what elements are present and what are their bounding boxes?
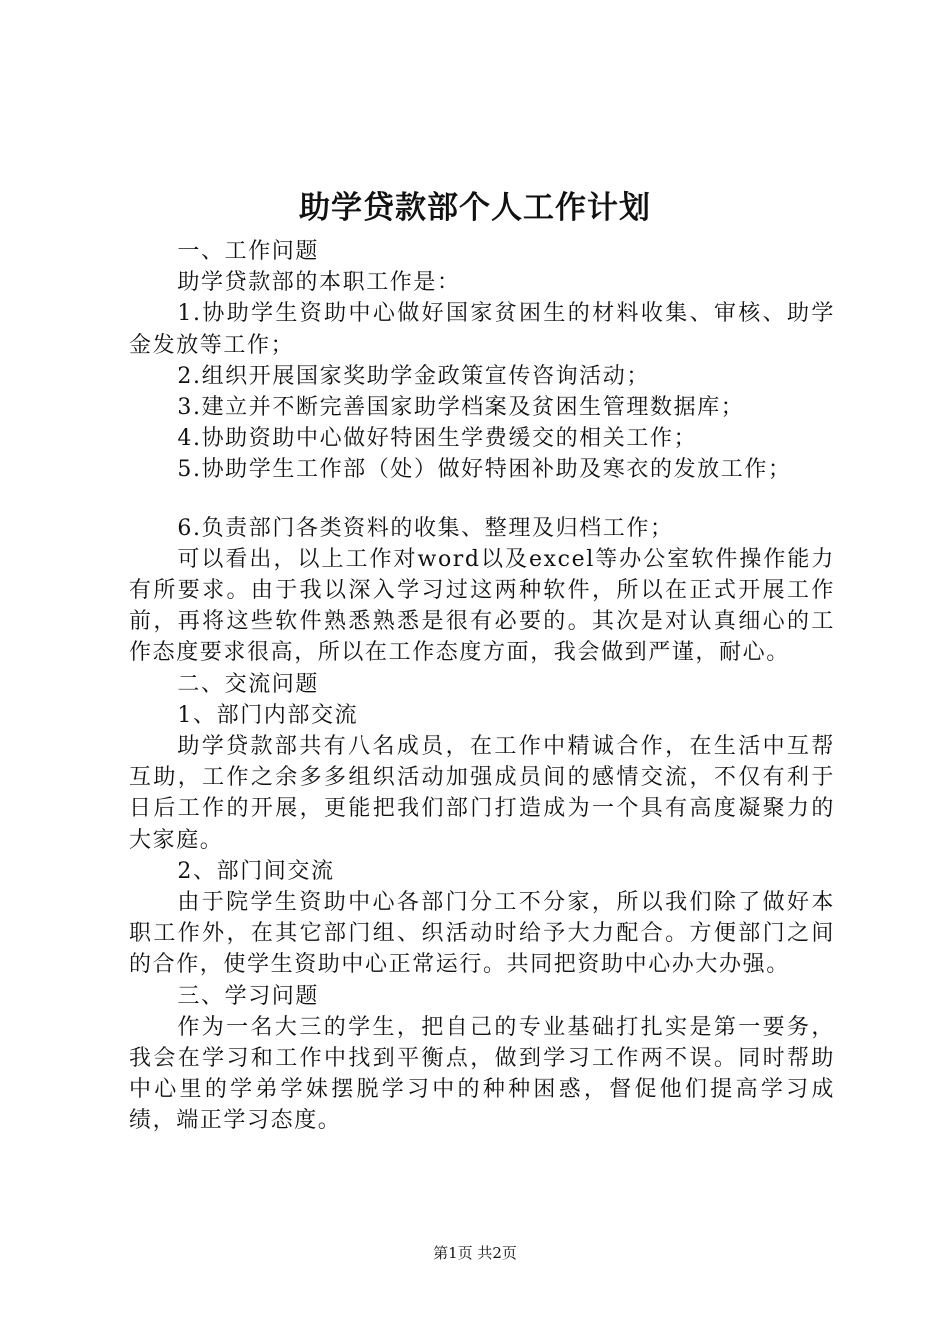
paragraph-duties-intro: 助学贷款部的本职工作是： [177,270,461,296]
subheading-internal-communication: 1、部门内部交流 [177,702,359,728]
list-item-duty-3: 3.建立并不断完善国家助学档案及贫困生管理数据库； [177,395,745,421]
subheading-inter-department-communication: 2、部门间交流 [177,858,335,884]
document-body [129,236,835,1137]
list-item-duty-2: 2.组织开展国家奖助学金政策宣传咨询活动； [177,363,650,389]
paragraph-study: 作为一名大三的学生，把自己的专业基础打扎实是第一要务，我会在学习和工作中找到平衡点，做到学习工作两不误。同时帮助中心里的学弟学妹摆脱学习中的种种困惑，督促他们提高学习成绩，端正学习态度。 [129,1014,835,1134]
list-item-duty-1: 1.协助学生资助中心做好国家贫困生的材料收集、审核、助学金发放等工作； [129,301,835,358]
paragraph-inter-department-communication: 由于院学生资助中心各部门分工不分家，所以我们除了做好本职工作外，在其它部门组、织活动时给予大力配合。方便部门之间的合作，使学生资助中心正常运行。共同把资助中心办大办强。 [129,890,835,978]
paragraph-internal-communication: 助学贷款部共有八名成员，在工作中精诚合作，在生活中互帮互助，工作之余多多组织活动加强成员间的感情交流，不仅有利于日后工作的开展，更能把我们部门打造成为一个具有高度凝聚力的大家庭。 [129,734,835,853]
document-title: 助学贷款部个人工作计划 [299,190,651,226]
section-heading-work: 一、工作问题 [177,239,319,264]
section-heading-study: 三、学习问题 [177,983,319,1009]
page-footer: 第1页 共2页 [433,1244,517,1262]
section-heading-communication: 二、交流问题 [177,671,319,697]
list-item-duty-5: 5.协助学生工作部（处）做好特困补助及寒衣的发放工作； [177,457,792,483]
paragraph-software-skills: 可以看出，以上工作对word以及excel等办公室软件操作能力有所要求。由于我以深入学习过这两种软件，所以在正式开展工作前，再将这些软件熟悉熟悉是很有必要的。其次是对认真细心的工作态度要求很高，所以在工作态度方面，我会做到严谨，耐心。 [129,546,835,666]
list-item-duty-4: 4.协助资助中心做好特困生学费缓交的相关工作； [177,426,698,452]
list-item-duty-6: 6.负责部门各类资料的收集、整理及归档工作； [177,515,674,541]
